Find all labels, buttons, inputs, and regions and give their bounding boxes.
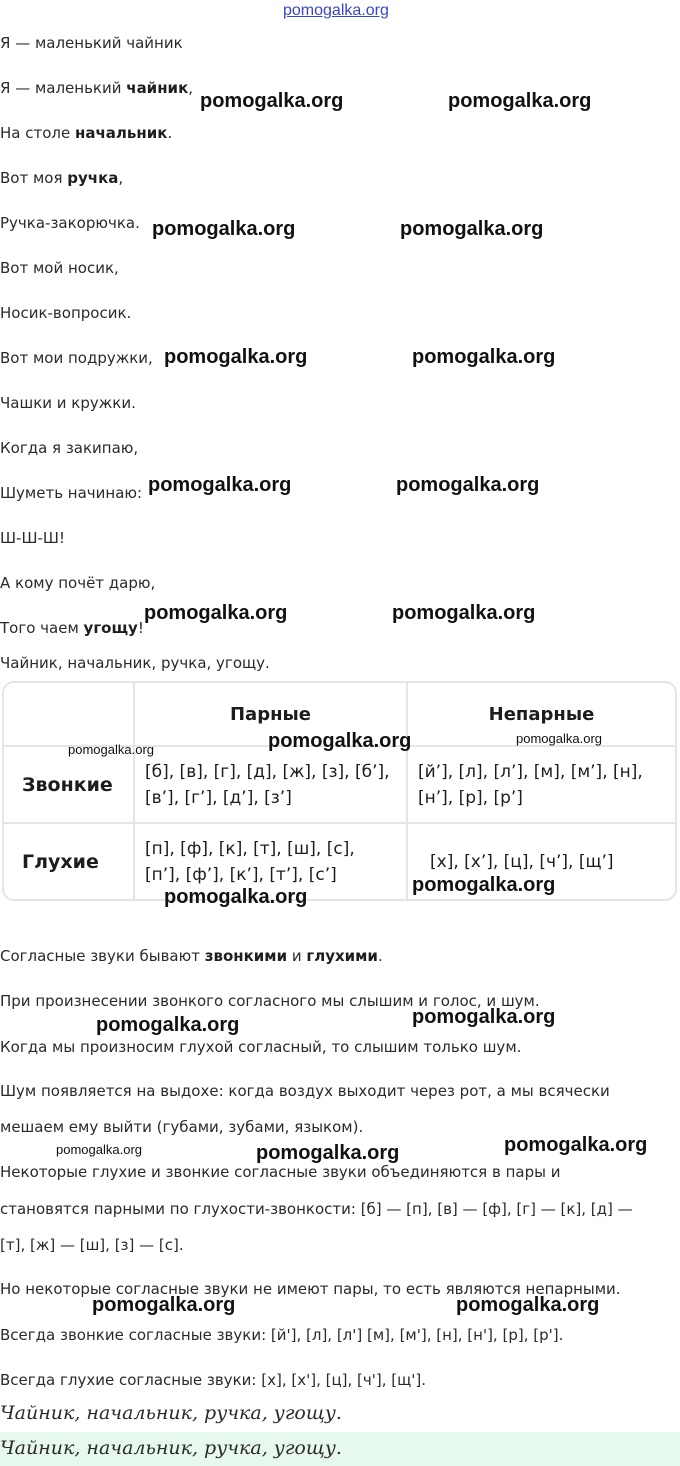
poem-line-text: Ш-Ш-Ш! (0, 529, 65, 547)
poem-line (0, 33, 183, 53)
watermark: pomogalka.org (256, 1142, 400, 1164)
voiced-unpaired-sounds (407, 746, 675, 823)
handwritten-answer-2: Чайник, начальник, ручка, угощу. (0, 1437, 342, 1459)
watermark: pomogalka.org (164, 886, 308, 908)
theory-paragraph-1 (0, 946, 383, 966)
watermark: pomogalka.org (412, 874, 556, 896)
theory-paragraph-7: Всегда звонкие согласные звуки: [й'], [л], [л'] [м], [м'], [н], [н'], [р], [р']. (0, 1326, 564, 1344)
header-unpaired: Непарные (407, 683, 675, 746)
poem-line (0, 213, 140, 233)
poem-line-text: Ручка-закорючка. (0, 214, 140, 232)
row-label-voiced: Звонкие (4, 746, 134, 823)
watermark: pomogalka.org (412, 1006, 556, 1028)
poem-line-text: Когда я закипаю, (0, 439, 139, 457)
poem-line (0, 258, 119, 278)
poem-line-text: Носик-вопросик. (0, 304, 132, 322)
theory-p1-bold-voiced: звонкими (204, 947, 288, 965)
table-corner-cell (4, 683, 134, 746)
poem-line-text: А кому почёт дарю, (0, 574, 156, 592)
theory-paragraph-5-line-3: [т], [ж] — [ш], [з] — [с]. (0, 1236, 184, 1254)
poem-line-text: Вот мои подружки, (0, 349, 153, 367)
theory-p1-text: Согласные звуки бывают (0, 947, 205, 965)
poem-line-text: Я — маленький чайник (0, 34, 183, 52)
theory-paragraph-5-line-1: Некоторые глухие и звонкие согласные звуки объединяются в пары и (0, 1163, 561, 1181)
voiced-unpaired-line-2: [н’], [р], [р’] (418, 787, 523, 808)
poem-line (0, 348, 153, 368)
watermark: pomogalka.org (516, 731, 602, 746)
poem-line-text: Вот мой носик, (0, 259, 119, 277)
poem-line-text: Чашки и кружки. (0, 394, 136, 412)
poem-line-punct: , (118, 169, 124, 187)
poem-line-bold: угощу (83, 619, 138, 637)
voiceless-unpaired-line-1: [х], [х’], [ц], [ч’], [щ’] (430, 851, 614, 872)
theory-paragraph-2: При произнесении звонкого согласного мы слышим и голос, и шум. (0, 992, 540, 1010)
poem-line (0, 618, 144, 638)
theory-p1-period: . (377, 947, 383, 965)
poem-line (0, 78, 193, 98)
watermark: pomogalka.org (56, 1142, 142, 1157)
theory-paragraph-3: Когда мы произносим глухой согласный, то слышим только шум. (0, 1038, 522, 1056)
watermark: pomogalka.org (392, 602, 536, 624)
voiced-paired-line-2: [в’], [г’], [д’], [з’] (145, 787, 292, 808)
watermark: pomogalka.org (396, 474, 540, 496)
theory-p1-bold-voiceless: глухими (306, 947, 378, 965)
watermark: pomogalka.org (400, 218, 544, 240)
poem-line (0, 573, 155, 593)
watermark: pomogalka.org (448, 90, 592, 112)
poem-line-text: Того чаем (0, 619, 84, 637)
watermark: pomogalka.org (164, 346, 308, 368)
watermark: pomogalka.org (268, 730, 412, 752)
top-watermark-link[interactable]: pomogalka.org (283, 2, 389, 19)
poem-line-bold: начальник (75, 124, 168, 142)
watermark: pomogalka.org (200, 90, 344, 112)
table-row-voiceless (4, 823, 675, 899)
watermark: pomogalka.org (412, 346, 556, 368)
poem-line (0, 393, 136, 413)
poem-line-punct: ! (137, 619, 144, 637)
watermark: pomogalka.org (456, 1294, 600, 1316)
voiced-paired-line-1: [б], [в], [г], [д], [ж], [з], [б’], (145, 761, 390, 782)
watermark: pomogalka.org (144, 602, 288, 624)
header-paired: Парные (134, 683, 407, 746)
theory-paragraph-8: Всегда глухие согласные звуки: [х], [х'], [ц], [ч'], [щ']. (0, 1371, 427, 1389)
voiced-unpaired-line-1: [й’], [л], [л’], [м], [м’], [н], (418, 761, 643, 782)
poem-line (0, 528, 65, 548)
poem-line (0, 438, 138, 458)
poem-line (0, 168, 123, 188)
watermark: pomogalka.org (92, 1294, 236, 1316)
poem-line (0, 653, 270, 673)
poem-line-bold: чайник (126, 79, 189, 97)
theory-paragraph-5-line-2: становятся парными по глухости-звонкости: [б] — [п], [в] — [ф], [г] — [к], [д] — (0, 1200, 633, 1218)
handwritten-answer-1: Чайник, начальник, ручка, угощу. (0, 1402, 342, 1424)
poem-line-text: Чайник, начальник, ручка, угощу. (0, 654, 270, 672)
watermark: pomogalka.org (152, 218, 296, 240)
poem-line-bold: ручка (67, 169, 119, 187)
poem-line-text: Я — маленький (0, 79, 127, 97)
poem-line-text: Шуметь начинаю: (0, 484, 143, 502)
theory-paragraph-4-line-1: Шум появляется на выдохе: когда воздух выходит через рот, а мы всячески (0, 1082, 610, 1100)
row-label-voiceless: Глухие (4, 823, 134, 899)
consonant-table (2, 681, 677, 901)
watermark: pomogalka.org (68, 742, 154, 757)
watermark: pomogalka.org (96, 1014, 240, 1036)
table-row-voiced (4, 746, 675, 823)
poem-line-text: На столе (0, 124, 75, 142)
poem-line (0, 303, 131, 323)
poem-line (0, 483, 142, 503)
voiceless-paired-line-2: [п’], [ф’], [к’], [т’], [с’] (145, 864, 337, 885)
voiceless-paired-line-1: [п], [ф], [к], [т], [ш], [с], (145, 838, 355, 859)
poem-line (0, 123, 172, 143)
theory-paragraph-4-line-2: мешаем ему выйти (губами, зубами, языком). (0, 1118, 364, 1136)
theory-paragraph-6: Но некоторые согласные звуки не имеют пары, то есть являются непарными. (0, 1280, 621, 1298)
theory-p1-and: и (287, 947, 307, 965)
poem-line-punct: . (167, 124, 173, 142)
poem-line-punct: , (188, 79, 194, 97)
voiced-paired-sounds (134, 746, 407, 823)
watermark: pomogalka.org (504, 1134, 648, 1156)
watermark: pomogalka.org (148, 474, 292, 496)
poem-line-text: Вот моя (0, 169, 68, 187)
